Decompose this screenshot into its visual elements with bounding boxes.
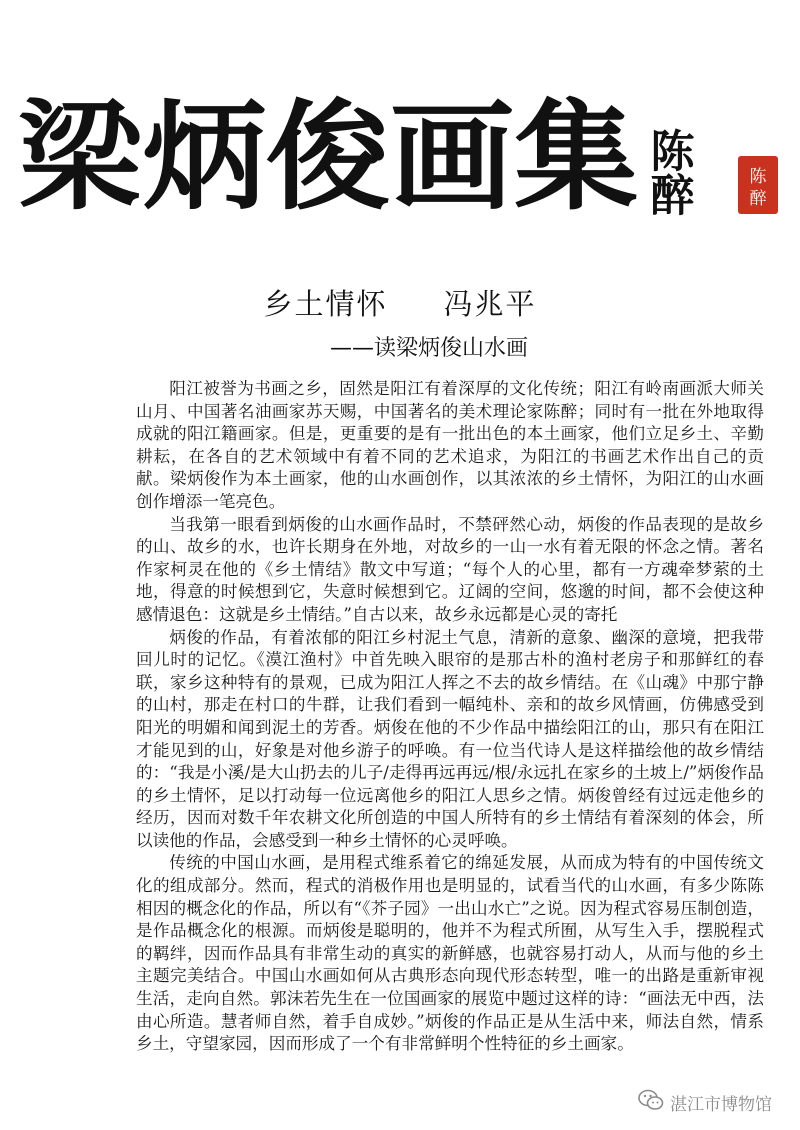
article-heading [0, 282, 800, 323]
article-body [136, 378, 764, 1056]
banner-artwork [0, 70, 800, 240]
watermark-text: 湛江市博物馆 [670, 1095, 772, 1115]
paragraph: 传统的中国山水画，是用程式维系着它的绵延发展，从而成为特有的中国传统文化的组成部分。然而，程式的消极作用也是明显的，试看当代的山水画，有多少陈陈相因的概念化的作品，所以有“《芥子园》一出山水亡”之说。因为程式容易压制创造，是作品概念化的根源。而炳俊是聪明的，他并不为程式所囿，从写生入手，摆脱程式的羁绊，因而作品具有非常生动的真实的新鲜感，也就容易打动人，从而与他的乡土主题完美结合。中国山水画如何从古典形态向现代形态转型，唯一的出路是重新审视生活，走向自然。郭沫若先生在一位国画家的展览中题过这样的诗：“画法无中西，法由心所造。慧者师自然，着手自成妙。”炳俊的作品正是从生活中来，师法自然，情系乡土，守望家园，因而形成了一个有非常鲜明个性特征的乡土画家。 [136, 853, 764, 1054]
paragraph: 炳俊的作品，有着浓郁的阳江乡村泥土气息，清新的意象、幽深的意境，把我带回儿时的记忆。《漠江渔村》中首先映入眼帘的是那古朴的渔村老房子和那鲜红的春联，家乡这种特有的景观，已成为阳江人挥之不去的故乡情结。在《山魂》中那宁静的山村，那走在村口的牛群，让我们看到一幅纯朴、亲和的故乡风情画，仿佛感受到阳光的明媚和闻到泥土的芳香。炳俊在他的不少作品中描绘阳江的山，那只有在阳江才能见到的山，好象是对他乡游子的呼唤。有一位当代诗人是这样描绘他的故乡情结的：“我是小溪/是大山扔去的儿子/走得再远再远/根/永远扎在家乡的土坡上/”炳俊作品的乡土情怀，足以打动每一位远离他乡的阳江人思乡之情。炳俊曾经有过远走他乡的经历，因而对数千年农耕文化所创造的中国人所特有的乡土情结有着深刻的体会，所以读他的作品，会感受到一种乡土情怀的心灵呼唤。 [136, 627, 764, 850]
article-title: 乡土情怀 [263, 287, 388, 321]
article-author: 冯兆平 [443, 287, 537, 321]
paragraph: 阳江被誉为书画之乡，固然是阳江有着深厚的文化传统；阳江有岭南画派大师关山月、中国著名油画家苏天赐，中国著名的美术理论家陈醉；同时有一批在外地取得成就的阳江籍画家。但是，更重要的是有一批出色的本土画家，他们立足乡土、辛勤耕耘，在各自的艺术领域中有着不同的艺术追求，为阳江的书画艺术作出自己的贡献。梁炳俊作为本土画家，他的山水画创作，以其浓浓的乡土情怀，为阳江的山水画创作增添一笔亮色。 [136, 379, 764, 511]
signature-calligraphy: 陈醉 [642, 128, 694, 216]
seal-text: 陈醉 [749, 167, 767, 209]
source-watermark [638, 1089, 772, 1116]
red-seal [738, 156, 778, 214]
article-subtitle: ——读梁炳俊山水画 [330, 336, 529, 361]
paragraph: 当我第一眼看到炳俊的山水画作品时，不禁砰然心动，炳俊的作品表现的是故乡的山、故乡的水，也许长期身在外地，对故乡的一山一水有着无限的怀念之情。著名作家柯灵在他的《乡土情结》散文中写道；“每个人的心里，都有一方魂牵梦萦的土地，得意的时候想到它，失意时候想到它。辽阔的空间，悠邈的时间，都不会使这种感情退色：这就是乡土情结。”自古以来，故乡永远都是心灵的寄托 [136, 514, 764, 624]
wechat-icon [638, 1089, 664, 1116]
book-title-calligraphy: 梁炳俊画集 [18, 87, 638, 226]
calligraphy-banner [0, 70, 800, 240]
